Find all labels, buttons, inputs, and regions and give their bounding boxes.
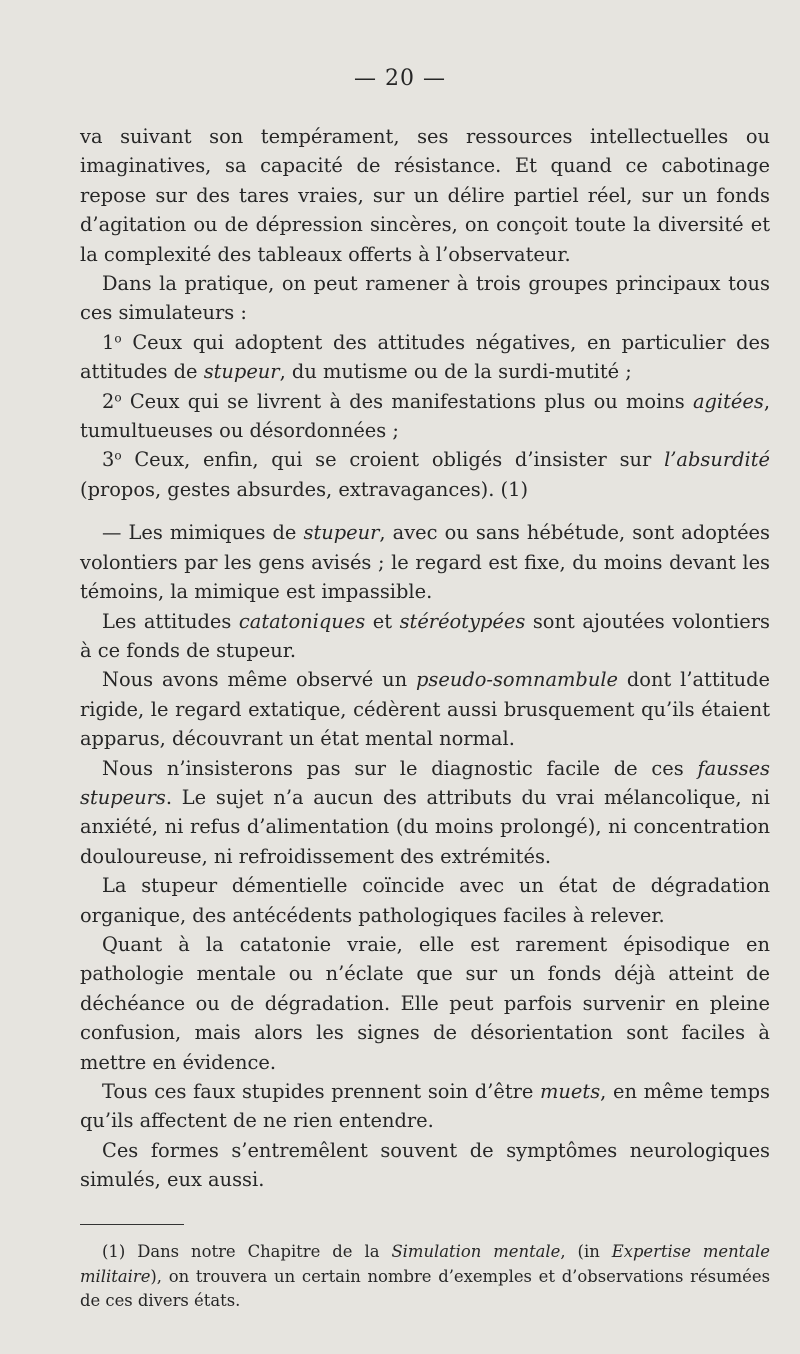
paragraph-faux-stupides: Tous ces faux stupides prennent soin d’être muets, en même temps qu’ils affectent de ne rien entendre. (80, 1080, 770, 1133)
body-text (80, 122, 770, 1195)
footnote: (1) Dans notre Chapitre de la Simulation mentale, (in Expertise mentale militaire), on trouvera un certain nombre d’exemples et d’observations résumées de ces divers états. (80, 1242, 770, 1310)
paragraph-group-2: 2$^o$ Ceux qui se livrent à des manifestations plus ou moins agitées, tumultueuses ou désordonnées ; (80, 389, 770, 443)
paragraph-groups-intro: Dans la pratique, on peut ramener à trois groupes principaux tous ces simulateurs : (80, 272, 770, 325)
paragraph-continuation: va suivant son tempérament, ses ressources intellectuelles ou imaginatives, sa capacité de résistance. Et quand ce cabotinage repose sur des tares vraies, sur un délire partiel réel, sur un fonds d’agitation ou de dépression sincères, on conçoit toute la diversité et la complexité des tableaux offerts à l’observateur. (80, 125, 770, 266)
paragraph-stupeur: — Les mimiques de stupeur, avec ou sans hébétude, sont adoptées volontiers par les gens avisés ; le regard est fixe, du moins devant les témoins, la mimique est impassible. (80, 521, 770, 604)
paragraph-catatonie-vraie: Quant à la catatonie vraie, elle est rarement épisodique en pathologie mentale ou n’éclate que sur un fonds déjà atteint de déchéance ou de dégradation. Elle peut parfois survenir en pleine confusion, mais alors les signes de désorientation sont faciles à mettre en évidence. (80, 932, 770, 1074)
footnote-separator (80, 1224, 184, 1225)
paragraph-group-1: 1$^o$ Ceux qui adoptent des attitudes négatives, en particulier des attitudes de stupeur, du mutisme ou de la surdi-mutité ; (80, 330, 770, 384)
paragraph-group-3: 3$^o$ Ceux, enfin, qui se croient obligés d’insister sur l’absurdité (propos, gestes absurdes, extravagances). (1) (80, 448, 770, 501)
paragraph-stupeur-dementielle: La stupeur démentielle coïncide avec un état de dégradation organique, des antécédents pathologiques faciles à relever. (80, 874, 770, 927)
paragraph-neurologiques: Ces formes s’entremêlent souvent de symptômes neurologiques simulés, eux aussi. (80, 1138, 770, 1192)
paragraph-pseudo-somnambule: Nous avons même observé un pseudo-somnambule dont l’attitude rigide, le regard extatique, cédèrent aussi brusquement qu’ils étaient apparus, découvrant un état mental normal. (80, 668, 770, 751)
paragraph-fausses-stupeurs: Nous n’insisterons pas sur le diagnostic facile de ces fausses stupeurs. Le sujet n’a aucun des attributs du vrai mélancolique, ni anxiété, ni refus d’alimentation (du moins prolongé), ni concentration douloureuse, ni refroidissement des extrémités. (80, 756, 770, 868)
page-number: — 20 — (354, 66, 446, 91)
paragraph-catatoniques: Les attitudes catatoniques et stéréotypées sont ajoutées volontiers à ce fonds de stupeur. (80, 609, 770, 662)
